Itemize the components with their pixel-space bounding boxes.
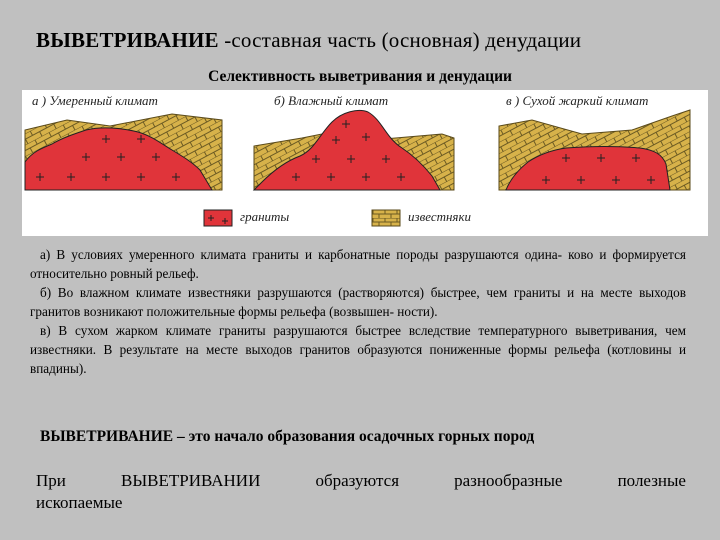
diagram-svg	[22, 90, 708, 236]
minerals-word: ВЫВЕТРИВАНИИ	[120, 471, 261, 490]
panel-c-cross-section	[499, 110, 690, 190]
weathering-definition: ВЫВЕТРИВАНИЕ – это начало образования осадочных горных пород	[40, 428, 535, 445]
legend-limestone-label: известняки	[408, 209, 472, 224]
weathering-diagram	[22, 90, 708, 236]
legend-granite-label: граниты	[240, 209, 290, 224]
description-text	[30, 245, 686, 378]
minerals-word: При	[36, 471, 66, 490]
description-paragraph-a: а) В условиях умеренного климата граниты и карбонатные породы разрушаются одина- ково и формируется относительно ровный рельеф.	[30, 247, 686, 281]
panel-b-cross-section	[254, 110, 454, 190]
title-term: ВЫВЕТРИВАНИЕ	[36, 28, 219, 52]
legend-granite-swatch	[204, 210, 232, 226]
minerals-word: полезные	[617, 471, 686, 490]
minerals-word: разнообразные	[454, 471, 563, 490]
panel-c-label: в ) Сухой жаркий климат	[506, 93, 649, 108]
minerals-line-2: ископаемые	[36, 493, 123, 512]
minerals-word: образуются	[315, 471, 400, 490]
page-title	[36, 28, 581, 53]
panel-b-label: б) Влажный климат	[274, 93, 389, 108]
figure-subtitle: Селективность выветривания и денудации	[208, 68, 512, 85]
title-rest: -составная часть (основная) денудации	[218, 28, 582, 52]
panel-a-label: а ) Умеренный климат	[32, 93, 158, 108]
minerals-statement	[36, 470, 686, 514]
description-paragraph-b: б) Во влажном климате известняки разрушаются (растворяются) быстрее, чем граниты и на месте выходов гранитов возникают положительные формы рельефа (возвышен- ности).	[30, 285, 686, 319]
description-paragraph-c: в) В сухом жарком климате граниты разрушаются быстрее вследствие температурного выветривания, чем известняки. В результате на месте выходов гранитов образуются пониженные формы рельефа (котловины и впадины).	[30, 323, 686, 376]
legend-limestone-swatch	[372, 210, 400, 226]
panel-a-cross-section	[25, 114, 222, 190]
